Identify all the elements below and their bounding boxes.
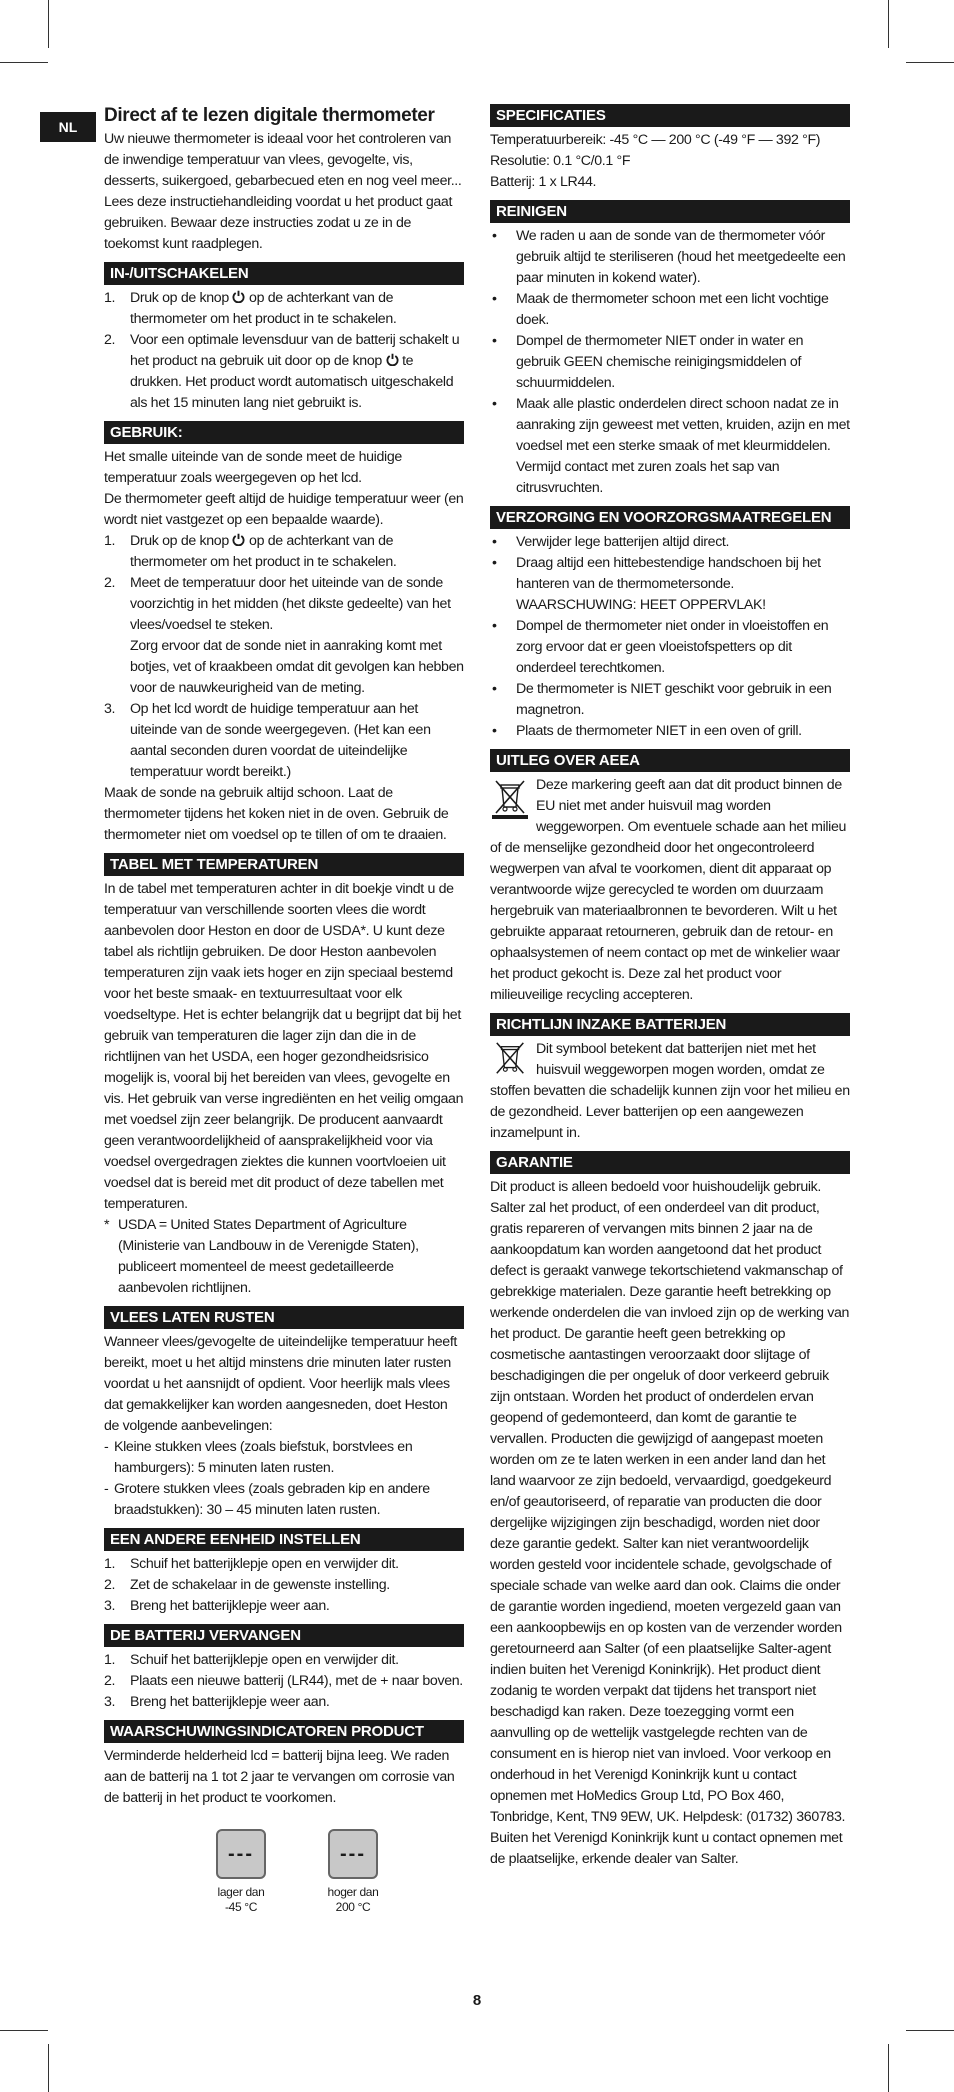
list-item: • We raden u aan de sonde van de thermometer vóór gebruik altijd te steriliseren (houd het meetgedeelte een paar minuten in kokend water). (490, 226, 850, 289)
warning-indicators-text: Verminderde helderheid lcd = batterij bijna leeg. We raden aan de batterij na 1 tot 2 jaar te vervangen om corrosie van de batterij in het product te voorkomen. (104, 1748, 455, 1806)
list-item: • De thermometer is NIET geschikt voor gebruik in een magnetron. (490, 679, 850, 721)
lcd-indicator-low (208, 1829, 274, 1915)
section-heading-cleaning: REINIGEN (490, 200, 850, 223)
spec-line: Resolutie: 0.1 °C/0.1 °F (490, 153, 631, 169)
batteries-directive-text: Dit symbool betekent dat batterijen niet met het huisvuil weggeworpen mogen worden, omdat ze stoffen bevatten die schadelijk kunnen zijn voor het milieu en de gezondheid. Lever batterijen op een aangewezen inzamelpunt in. (490, 1041, 850, 1141)
crop-mark (48, 2044, 49, 2092)
list-item (104, 1650, 464, 1671)
lcd-label: lager dan -45 °C (217, 1885, 265, 1914)
list-number: 3. (104, 1694, 116, 1710)
intro-text: Uw nieuwe thermometer is ideaal voor het controleren van de inwendige temperatuur van vlees, gevogelte, vis, desserts, suikergoed, gebarbecued eten en nog veel meer... Lees deze instructiehandleiding voordat u het product gaat gebruiken. Bewaar deze instructies zodat u ze in de toekomst kunt raadplegen. (104, 131, 462, 252)
section-heading-unit: EEN ANDERE EENHEID INSTELLEN (104, 1528, 464, 1551)
list-item (104, 1596, 464, 1617)
list-number: 3. (104, 1598, 116, 1614)
usage-text: Het smalle uiteinde van de sonde meet de huidige temperatuur zoals weergegeven op het lcd. (104, 449, 402, 486)
crop-mark (888, 0, 889, 48)
left-column (104, 104, 464, 1915)
list-text: Druk op de knop (130, 533, 233, 549)
section-heading-temperature-table: TABEL MET TEMPERATUREN (104, 853, 464, 876)
list-item: • Maak alle plastic onderdelen direct schoon nadat ze in aanraking zijn geweest met vetten, kruiden, azijn en met voedsel met een sterke smaak of met kleurmiddelen. Vermijd contact met zuren zoals het sap van citrusvruchten. (490, 394, 850, 499)
list-text: Op het lcd wordt de huidige temperatuur aan het uiteinde van de sonde weergegeven. (Het kan een aantal seconden duren voordat de uiteindelijke temperatuur wordt bereikt.) (130, 701, 431, 780)
list-item (104, 330, 464, 414)
list-text: Zorg ervoor dat de sonde niet in aanraking komt met botjes, vet of kraakbeen omdat dit gevolgen kan hebben voor de nauwkeurigheid van de meting. (130, 638, 464, 696)
crossed-bin-icon (490, 777, 532, 819)
care-list (490, 532, 850, 742)
page-number: 8 (472, 1992, 482, 2009)
weee-block (490, 775, 850, 1006)
list-item (104, 531, 464, 573)
list-number: 1. (104, 290, 116, 306)
list-number: 1. (104, 1556, 116, 1572)
rest-text: Wanneer vlees/gevogelte de uiteindelijke temperatuur heeft bereikt, moet u het altijd minstens drie minuten later rusten voordat u het aansnijdt of opdient. Voor heerlijk mals vlees dat gemakkelijker kan worden aangesneden, doet Heston de volgende aanbevelingen: (104, 1334, 458, 1434)
crop-mark (906, 62, 954, 63)
rest-list (104, 1437, 464, 1521)
section-heading-usage: GEBRUIK: (104, 421, 464, 444)
spec-line: Batterij: 1 x LR44. (490, 174, 597, 190)
lcd-indicator-high (320, 1829, 386, 1915)
section-heading-battery: DE BATTERIJ VERVANGEN (104, 1624, 464, 1647)
list-text: Voor een optimale levensduur van de batterij schakelt u het product na gebruik uit door op de knop (130, 332, 460, 369)
power-icon (232, 290, 245, 303)
list-item (104, 1671, 464, 1692)
list-item: - Grotere stukken vlees (zoals gebraden kip en andere braadstukken): 30 – 45 minuten laten rusten. (104, 1479, 464, 1521)
crop-mark (48, 0, 49, 48)
list-number: 2. (104, 1577, 116, 1593)
list-item: • Draag altijd een hittebestendige handschoen bij het hanteren van de thermometersonde. WAARSCHUWING: HEET OPPERVLAK! (490, 553, 850, 616)
list-item: • Dompel de thermometer NIET onder in water en gebruik GEEN chemische reinigingsmiddelen of schuurmiddelen. (490, 331, 850, 394)
crop-mark (0, 2030, 48, 2031)
right-column (490, 104, 850, 1870)
list-text: Druk op de knop (130, 290, 233, 306)
crop-mark (906, 2030, 954, 2031)
list-item (104, 1692, 464, 1713)
section-heading-warning-indicators: WAARSCHUWINGSINDICATOREN PRODUCT (104, 1720, 464, 1743)
section-heading-weee: UITLEG OVER AEEA (490, 749, 850, 772)
temperature-table-text: In de tabel met temperaturen achter in dit boekje vindt u de temperatuur van verschillende soorten vlees die wordt aanbevolen door Heston en door de USDA*. U kunt deze tabel als richtlijn gebruiken. De door Heston aanbevolen temperaturen zijn vaak iets hoger en zijn speciaal bestemd voor het beste smaak- en textuurresultaat voor elk voedseltype. Het is echter belangrijk dat u begrijpt dat bij het gebruik van temperaturen die lager zijn dan die in de richtlijnen van het USDA, een hoger gezondheidsrisico mogelijk is, vooral bij het bereiden van vlees, gevogelte en vis. Het gebruik van verse ingrediënten en het veilig omgaan met voedsel zijn zeer belangrijk. De producent aanvaardt geen verantwoordelijkheid of aansprakelijkheid voor via voedsel overgedragen ziektes die kunnen voortvloeien uit voedsel dat is bereid met dit product of deze tabellen met temperaturen. (104, 881, 464, 1212)
list-item (104, 288, 464, 330)
section-heading-onoff: IN-/UITSCHAKELEN (104, 262, 464, 285)
cleaning-list (490, 226, 850, 499)
list-number: 2. (104, 332, 116, 348)
list-item (104, 699, 464, 783)
batteries-directive-block (490, 1039, 850, 1144)
lcd-label: hoger dan 200 °C (327, 1885, 379, 1914)
list-text: Breng het batterijklepje weer aan. (130, 1598, 330, 1614)
lcd-indicators (208, 1829, 464, 1915)
list-item: • Verwijder lege batterijen altijd direct. (490, 532, 850, 553)
list-item (104, 1554, 464, 1575)
list-text: op de achterkant van de thermometer om het product in te schakelen. (130, 290, 397, 327)
list-number: 2. (104, 1673, 116, 1689)
list-text: Schuif het batterijklepje open en verwijder dit. (130, 1556, 399, 1572)
crop-mark (888, 2044, 889, 2092)
list-number: 2. (104, 575, 116, 591)
usage-text: De thermometer geeft altijd de huidige temperatuur weer (en wordt niet vastgezet op een bepaalde waarde). (104, 491, 464, 528)
lcd-display-icon: --- (216, 1829, 266, 1879)
list-text: Breng het batterijklepje weer aan. (130, 1694, 330, 1710)
list-number: 1. (104, 533, 116, 549)
spec-line: Temperatuurbereik: -45 °C — 200 °C (-49 °F — 392 °F) (490, 132, 821, 148)
section-heading-batteries-directive: RICHTLIJN INZAKE BATTERIJEN (490, 1013, 850, 1036)
list-number: 1. (104, 1652, 116, 1668)
list-text: Plaats een nieuwe batterij (LR44), met de + naar boven. (130, 1673, 463, 1689)
weee-text: Deze markering geeft aan dat dit product binnen de EU niet met ander huisvuil mag worden weggeworpen. Om eventuele schade aan het milieu of de menselijke gezondheid door het ongecontroleerd wegwerpen van afval te voorkomen, dient dit apparaat op verantwoorde wijze gerecycled te worden om duurzaam hergebruik van materiaalbronnen te bevorderen. Wilt u het gebruikte apparaat retourneren, gebruik dan de retour- en ophaalsystemen of neem contact op met de winkelier waar het product gekocht is. Deze zal het product voor milieuveilige recycling accepteren. (490, 777, 847, 1003)
list-number: 3. (104, 701, 116, 717)
list-item: - Kleine stukken vlees (zoals biefstuk, borstvlees en hamburgers): 5 minuten laten rusten. (104, 1437, 464, 1479)
battery-list (104, 1650, 464, 1713)
crossed-bin-icon (490, 1041, 532, 1077)
list-item: • Dompel de thermometer niet onder in vloeistoffen en zorg ervoor dat er geen vloeistofspetters op dit onderdeel terechtkomen. (490, 616, 850, 679)
section-heading-rest: VLEES LATEN RUSTEN (104, 1306, 464, 1329)
footnote: * USDA = United States Department of Agriculture (Ministerie van Landbouw in de Verenigde Staten), publiceert momenteel de meest gedetailleerde aanbevolen richtlijnen. (104, 1215, 464, 1299)
list-text: Zet de schakelaar in de gewenste instelling. (130, 1577, 390, 1593)
list-text: op de achterkant van de thermometer om het product in te schakelen. (130, 533, 397, 570)
section-heading-specs: SPECIFICATIES (490, 104, 850, 127)
usage-text: Maak de sonde na gebruik altijd schoon. Laat de thermometer tijdens het koken niet in de oven. Gebruik de thermometer niet om voedsel op te tillen of om te draaien. (104, 785, 449, 843)
section-heading-care: VERZORGING EN VOORZORGSMAATREGELEN (490, 506, 850, 529)
list-text: Schuif het batterijklepje open en verwijder dit. (130, 1652, 399, 1668)
language-tab: NL (40, 112, 96, 142)
list-text: Meet de temperatuur door het uiteinde van de sonde voorzichtig in het midden (het dikste gedeelte) van het vlees/voedsel te steken. (130, 575, 451, 633)
lcd-display-icon: --- (328, 1829, 378, 1879)
list-item: • Plaats de thermometer NIET in een oven of grill. (490, 721, 850, 742)
usage-list (104, 531, 464, 783)
list-item (104, 1575, 464, 1596)
list-item (104, 573, 464, 699)
list-item: • Maak de thermometer schoon met een licht vochtige doek. (490, 289, 850, 331)
section-heading-warranty: GARANTIE (490, 1151, 850, 1174)
unit-list (104, 1554, 464, 1617)
onoff-list (104, 288, 464, 414)
crop-mark (0, 62, 48, 63)
power-icon (386, 353, 399, 366)
page-title: Direct af te lezen digitale thermometer (104, 105, 435, 126)
warranty-text: Dit product is alleen bedoeld voor huishoudelijk gebruik. Salter zal het product, of een onderdeel van dit product, gratis repareren of vervangen mits binnen 2 jaar na de aankoopdatum kan worden aangetoond dat het product defect is geraakt vanwege tekortschietend vakmanschap of gebrekkige materialen. Deze garantie heeft betrekking op werkende onderdelen die van invloed zijn op de werking van het product. De garantie heeft geen betrekking op cosmetische aantastingen veroorzaakt door slijtage of beschadigingen die per ongeluk of door verkeerd gebruik zijn ontstaan. Worden het product of onderdelen ervan geopend of gedemonteerd, dan komt de garantie te vervallen. Producten die gewijzigd of aangepast moeten worden om ze te laten werken in een ander land dan het land waarvoor ze zijn bedoeld, vervaardigd, goedgekeurd en/of geautoriseerd, of reparatie van producten die door dergelijke wijzigingen zijn beschadigd, worden niet door deze garantie gedekt. Salter kan niet verantwoordelijk worden gesteld voor incidentele schade, gevolgschade of speciale schade van welke aard dan ook. Claims die onder de garantie worden ingediend, moeten vergezeld gaan van een aankoopbewijs en op kosten van de verzender worden geretourneerd aan Salter (of een plaatselijke Salter-agent indien buiten het Verenigd Koninkrijk). Het product dient zodanig te worden verpakt dat tijdens het transport niet beschadigd kan raken. Deze toezegging vormt een aanvulling op de wettelijk vastgelegde rechten van de consument en is hierop niet van invloed. Voor verkoop en onderhoud in het Verenigd Koninkrijk kunt u contact opnemen met HoMedics Group Ltd, PO Box 460, Tonbridge, Kent, TN9 9EW, UK. Helpdesk: (01732) 360783. Buiten het Verenigd Koninkrijk kunt u contact opnemen met de plaatselijke, erkende dealer van Salter. (490, 1179, 850, 1867)
list-text: te drukken. Het product wordt automatisch uitgeschakeld als het 15 minuten lang niet gebruikt is. (130, 353, 454, 411)
power-icon (232, 533, 245, 546)
